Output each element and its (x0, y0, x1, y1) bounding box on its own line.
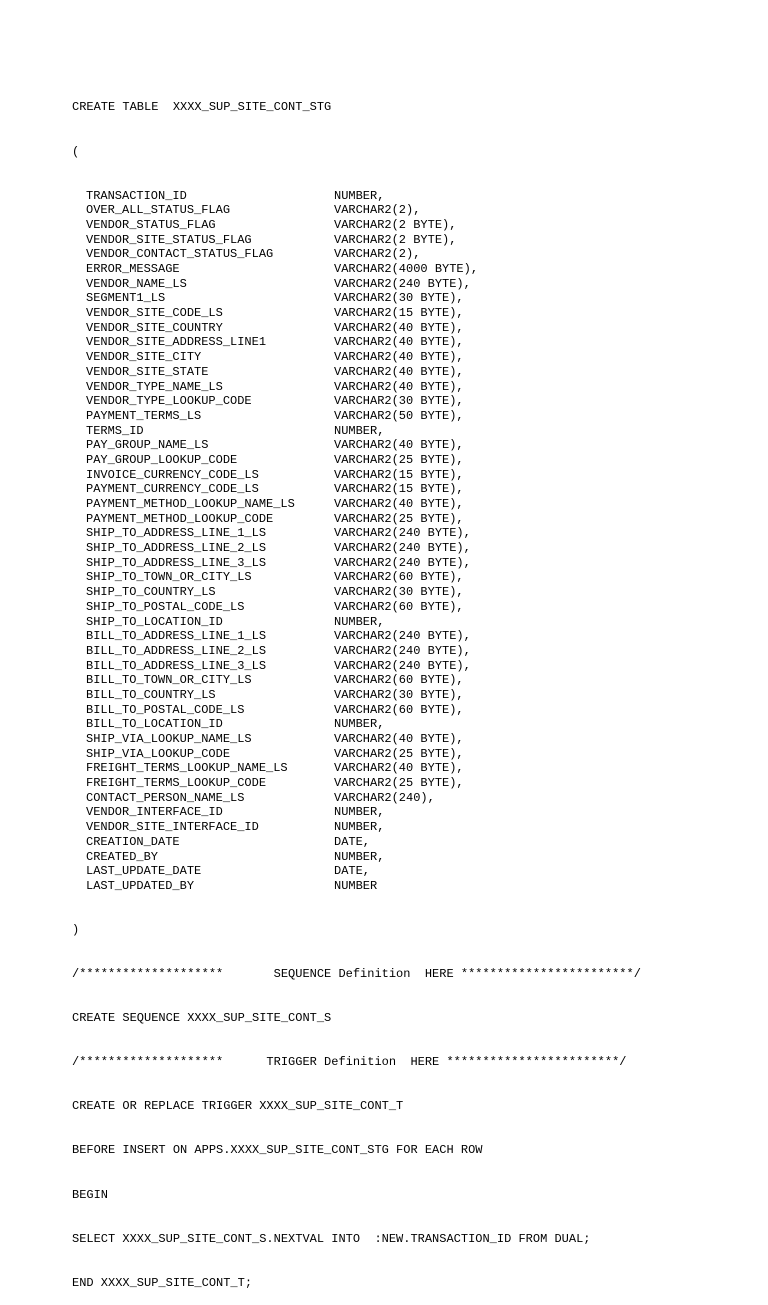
column-definition-row (72, 615, 752, 630)
column-name: BILL_TO_COUNTRY_LS (86, 687, 216, 702)
column-name: VENDOR_CONTACT_STATUS_FLAG (86, 247, 274, 262)
column-type: VARCHAR2(4000 BYTE), (334, 262, 479, 277)
column-definition-row (72, 468, 752, 483)
column-definition-row (72, 747, 752, 762)
column-name: INVOICE_CURRENCY_CODE_LS (86, 467, 259, 482)
column-name: VENDOR_SITE_INTERFACE_ID (86, 820, 259, 835)
column-definition-row (72, 717, 752, 732)
column-definition-row (72, 203, 752, 218)
column-name: VENDOR_SITE_ADDRESS_LINE1 (86, 335, 267, 350)
column-definition-row (72, 864, 752, 879)
column-definition-row (72, 394, 752, 409)
column-name: ERROR_MESSAGE (86, 262, 180, 277)
column-type: VARCHAR2(240 BYTE), (334, 629, 471, 644)
column-type: DATE, (334, 864, 371, 879)
column-name: VENDOR_SITE_COUNTRY (86, 320, 223, 335)
column-name: SHIP_TO_COUNTRY_LS (86, 585, 216, 600)
select-statement-line: SELECT XXXX_SUP_SITE_CONT_S.NEXTVAL INTO :NEW.TRANSACTION_ID FROM DUAL; (72, 1231, 591, 1246)
column-name: FREIGHT_TERMS_LOOKUP_NAME_LS (86, 761, 288, 776)
column-definition-row (72, 306, 752, 321)
column-type: VARCHAR2(240), (334, 790, 435, 805)
column-definition-row (72, 688, 752, 703)
column-definition-row (72, 556, 752, 571)
sql-document (72, 71, 752, 1305)
column-type: VARCHAR2(60 BYTE), (334, 702, 464, 717)
column-name: CONTACT_PERSON_NAME_LS (86, 790, 245, 805)
column-definition-row (72, 291, 752, 306)
column-type: NUMBER, (334, 805, 385, 820)
column-type: VARCHAR2(25 BYTE), (334, 746, 464, 761)
column-type: NUMBER, (334, 423, 385, 438)
column-name: VENDOR_SITE_STATE (86, 364, 209, 379)
column-name: CREATED_BY (86, 849, 159, 864)
column-definition-row (72, 541, 752, 556)
column-name: VENDOR_STATUS_FLAG (86, 217, 216, 232)
column-name: SHIP_TO_TOWN_OR_CITY_LS (86, 570, 252, 585)
column-type: VARCHAR2(2 BYTE), (334, 232, 457, 247)
column-definition-row (72, 805, 752, 820)
column-type: VARCHAR2(2), (334, 247, 421, 262)
column-name: SHIP_TO_POSTAL_CODE_LS (86, 599, 245, 614)
column-name: BILL_TO_TOWN_OR_CITY_LS (86, 673, 252, 688)
begin-line: BEGIN (72, 1187, 109, 1202)
column-name: VENDOR_SITE_CITY (86, 350, 202, 365)
column-type: VARCHAR2(60 BYTE), (334, 599, 464, 614)
column-definition-row (72, 277, 752, 292)
column-definition-row (72, 424, 752, 439)
column-name: SHIP_TO_ADDRESS_LINE_3_LS (86, 555, 267, 570)
column-definition-row (72, 835, 752, 850)
column-type: NUMBER, (334, 188, 385, 203)
column-definition-row (72, 218, 752, 233)
column-name: PAYMENT_METHOD_LOOKUP_CODE (86, 511, 274, 526)
column-definitions (72, 189, 752, 894)
column-type: VARCHAR2(40 BYTE), (334, 379, 464, 394)
column-definition-row (72, 732, 752, 747)
column-name: BILL_TO_POSTAL_CODE_LS (86, 702, 245, 717)
column-definition-row (72, 585, 752, 600)
column-definition-row (72, 247, 752, 262)
column-name: CREATION_DATE (86, 834, 180, 849)
column-type: VARCHAR2(2 BYTE), (334, 217, 457, 232)
column-type: VARCHAR2(50 BYTE), (334, 408, 464, 423)
column-type: VARCHAR2(60 BYTE), (334, 570, 464, 585)
column-name: SEGMENT1_LS (86, 291, 166, 306)
column-definition-row (72, 262, 752, 277)
create-trigger-line: CREATE OR REPLACE TRIGGER XXXX_SUP_SITE_CONT_T (72, 1099, 404, 1114)
column-definition-row (72, 350, 752, 365)
column-type: VARCHAR2(40 BYTE), (334, 438, 464, 453)
column-type: VARCHAR2(40 BYTE), (334, 732, 464, 747)
column-definition-row (72, 659, 752, 674)
column-name: SHIP_TO_ADDRESS_LINE_2_LS (86, 541, 267, 556)
column-definition-row (72, 820, 752, 835)
column-name: TERMS_ID (86, 423, 144, 438)
column-type: VARCHAR2(240 BYTE), (334, 658, 471, 673)
column-definition-row (72, 453, 752, 468)
column-name: BILL_TO_LOCATION_ID (86, 717, 223, 732)
column-type: VARCHAR2(60 BYTE), (334, 673, 464, 688)
column-type: VARCHAR2(30 BYTE), (334, 394, 464, 409)
column-type: VARCHAR2(30 BYTE), (334, 687, 464, 702)
close-paren-line: ) (72, 923, 80, 937)
column-name: LAST_UPDATED_BY (86, 878, 195, 893)
column-type: NUMBER (334, 878, 378, 893)
column-type: VARCHAR2(25 BYTE), (334, 776, 464, 791)
column-name: VENDOR_INTERFACE_ID (86, 805, 223, 820)
column-type: NUMBER, (334, 820, 385, 835)
column-definition-row (72, 703, 752, 718)
column-type: VARCHAR2(240 BYTE), (334, 541, 471, 556)
column-definition-row (72, 644, 752, 659)
column-name: PAYMENT_METHOD_LOOKUP_NAME_LS (86, 497, 295, 512)
column-definition-row (72, 189, 752, 204)
column-definition-row (72, 850, 752, 865)
column-name: BILL_TO_ADDRESS_LINE_3_LS (86, 658, 267, 673)
column-type: VARCHAR2(15 BYTE), (334, 467, 464, 482)
column-type: VARCHAR2(240 BYTE), (334, 555, 471, 570)
column-definition-row (72, 791, 752, 806)
column-type: VARCHAR2(240 BYTE), (334, 526, 471, 541)
column-definition-row (72, 482, 752, 497)
column-type: VARCHAR2(15 BYTE), (334, 482, 464, 497)
column-name: VENDOR_SITE_CODE_LS (86, 306, 223, 321)
column-name: VENDOR_NAME_LS (86, 276, 187, 291)
column-definition-row (72, 233, 752, 248)
column-type: VARCHAR2(40 BYTE), (334, 364, 464, 379)
column-name: SHIP_VIA_LOOKUP_CODE (86, 746, 231, 761)
column-definition-row (72, 600, 752, 615)
column-definition-row (72, 497, 752, 512)
open-paren-line: ( (72, 144, 80, 159)
column-definition-row (72, 570, 752, 585)
column-name: LAST_UPDATE_DATE (86, 864, 202, 879)
column-definition-row (72, 526, 752, 541)
column-definition-row (72, 761, 752, 776)
column-definition-row (72, 438, 752, 453)
column-name: PAY_GROUP_LOOKUP_CODE (86, 452, 238, 467)
column-definition-row (72, 629, 752, 644)
column-type: VARCHAR2(40 BYTE), (334, 350, 464, 365)
column-name: VENDOR_TYPE_LOOKUP_CODE (86, 394, 252, 409)
end-statement-line: END XXXX_SUP_SITE_CONT_T; (72, 1275, 253, 1290)
column-name: PAY_GROUP_NAME_LS (86, 438, 209, 453)
column-type: VARCHAR2(15 BYTE), (334, 306, 464, 321)
column-type: NUMBER, (334, 849, 385, 864)
column-definition-row (72, 380, 752, 395)
column-name: SHIP_TO_ADDRESS_LINE_1_LS (86, 526, 267, 541)
create-sequence-line: CREATE SEQUENCE XXXX_SUP_SITE_CONT_S (72, 1011, 332, 1026)
column-type: VARCHAR2(2), (334, 203, 421, 218)
column-name: BILL_TO_ADDRESS_LINE_2_LS (86, 643, 267, 658)
column-type: VARCHAR2(25 BYTE), (334, 452, 464, 467)
column-name: VENDOR_SITE_STATUS_FLAG (86, 232, 252, 247)
column-type: VARCHAR2(240 BYTE), (334, 276, 471, 291)
column-name: OVER_ALL_STATUS_FLAG (86, 203, 231, 218)
column-type: VARCHAR2(25 BYTE), (334, 511, 464, 526)
column-type: VARCHAR2(40 BYTE), (334, 320, 464, 335)
column-definition-row (72, 321, 752, 336)
column-type: VARCHAR2(30 BYTE), (334, 585, 464, 600)
trigger-comment-line: /******************** TRIGGER Definition HERE ************************/ (72, 1055, 627, 1070)
column-definition-row (72, 365, 752, 380)
column-type: VARCHAR2(30 BYTE), (334, 291, 464, 306)
column-name: PAYMENT_CURRENCY_CODE_LS (86, 482, 259, 497)
column-name: PAYMENT_TERMS_LS (86, 408, 202, 423)
column-definition-row (72, 512, 752, 527)
column-type: DATE, (334, 834, 371, 849)
column-type: VARCHAR2(40 BYTE), (334, 761, 464, 776)
column-definition-row (72, 409, 752, 424)
column-name: SHIP_VIA_LOOKUP_NAME_LS (86, 732, 252, 747)
before-insert-line: BEFORE INSERT ON APPS.XXXX_SUP_SITE_CONT_STG FOR EACH ROW (72, 1143, 483, 1158)
column-type: NUMBER, (334, 717, 385, 732)
column-definition-row (72, 673, 752, 688)
column-type: VARCHAR2(240 BYTE), (334, 643, 471, 658)
column-type: VARCHAR2(40 BYTE), (334, 497, 464, 512)
column-name: VENDOR_TYPE_NAME_LS (86, 379, 223, 394)
column-name: BILL_TO_ADDRESS_LINE_1_LS (86, 629, 267, 644)
column-definition-row (72, 335, 752, 350)
column-name: SHIP_TO_LOCATION_ID (86, 614, 223, 629)
column-type: VARCHAR2(40 BYTE), (334, 335, 464, 350)
sequence-comment-line: /******************** SEQUENCE Definition HERE ************************/ (72, 967, 641, 982)
column-definition-row (72, 776, 752, 791)
column-name: TRANSACTION_ID (86, 188, 187, 203)
create-table-line: CREATE TABLE XXXX_SUP_SITE_CONT_STG (72, 100, 332, 115)
column-type: NUMBER, (334, 614, 385, 629)
column-definition-row (72, 879, 752, 894)
column-name: FREIGHT_TERMS_LOOKUP_CODE (86, 776, 267, 791)
